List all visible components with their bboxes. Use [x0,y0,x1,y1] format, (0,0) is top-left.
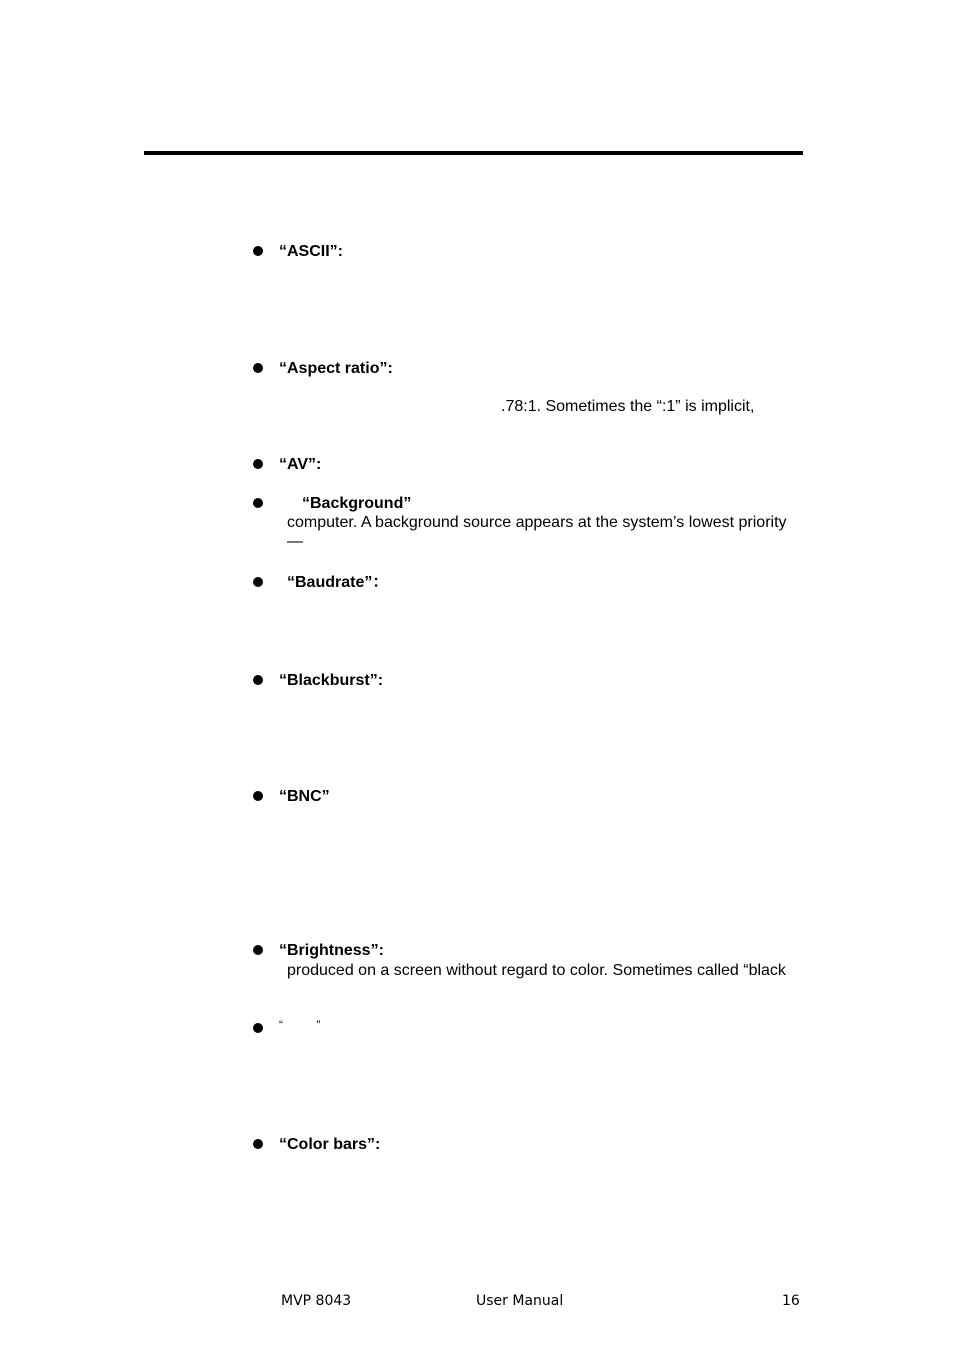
bullet-icon [253,791,263,801]
term-bnc: “BNC” [279,788,330,805]
footer-page-number: 16 [782,1293,800,1309]
bullet-icon [253,945,263,955]
bullet-icon [253,1139,263,1149]
brightness-text-line-1: produced on a screen without regard to color. Sometimes called “black [287,962,786,979]
term-ascii: “ASCII”: [279,243,343,260]
term-aspect-ratio: “Aspect ratio”: [279,360,393,377]
bullet-icon [253,246,263,256]
term-color-bars: “Color bars”: [279,1136,381,1153]
bullet-icon [253,498,263,508]
term-brightness: “Brightness”: [279,942,384,959]
bullet-icon [253,363,263,373]
bullet-icon [253,459,263,469]
footer-title: User Manual [476,1293,564,1309]
term-background: “Background” [302,495,412,512]
bullet-icon [253,577,263,587]
background-text-line-1: computer. A background source appears at the system’s lowest priority [287,514,787,531]
bullet-icon [253,1023,263,1033]
footer-model: MVP 8043 [281,1293,352,1309]
term-blackburst: “Blackburst”: [279,672,384,689]
term-unnamed: “ ” [279,1018,321,1032]
header-rule [144,151,803,155]
term-baudrate: “Baudrate”： [287,574,389,591]
aspect-ratio-text: .78:1. Sometimes the “:1” is implicit, [501,398,755,415]
background-text-line-2: — [287,533,303,550]
term-av: “AV”: [279,456,322,473]
bullet-icon [253,675,263,685]
